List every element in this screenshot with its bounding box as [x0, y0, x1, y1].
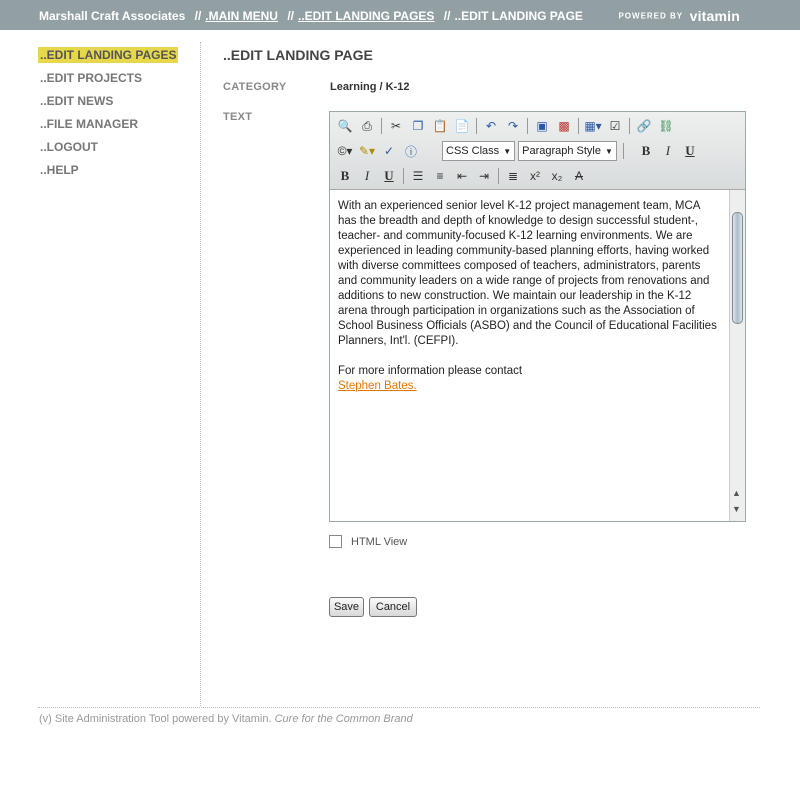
- print-icon[interactable]: ⎙: [362, 118, 372, 133]
- superscript-icon[interactable]: x²: [530, 169, 540, 183]
- css-class-label: CSS Class: [446, 145, 500, 157]
- rich-text-editor: [329, 111, 746, 522]
- italic-icon[interactable]: I: [665, 143, 671, 158]
- scroll-down-icon[interactable]: ▼: [732, 504, 741, 514]
- table-icon[interactable]: ▦▾: [584, 119, 602, 133]
- checkbox-box[interactable]: [329, 535, 342, 548]
- sidebar-item-help[interactable]: ..HELP: [40, 163, 79, 177]
- category-label: CATEGORY: [223, 81, 287, 93]
- redo-icon[interactable]: ↷: [507, 119, 519, 133]
- sidebar-item-edit-projects[interactable]: ..EDIT PROJECTS: [40, 71, 143, 85]
- unlink-icon[interactable]: ⛓: [658, 119, 674, 133]
- italic-icon[interactable]: I: [364, 168, 370, 183]
- toolbar-separator: [629, 118, 630, 134]
- spellcheck-icon[interactable]: ✓: [383, 144, 395, 158]
- breadcrumb-main-menu-link[interactable]: .MAIN MENU: [205, 9, 278, 23]
- category-value: Learning / K-12: [330, 81, 410, 93]
- css-class-select[interactable]: [442, 141, 515, 161]
- editor-content-area[interactable]: [330, 190, 729, 521]
- link-icon[interactable]: 🔗: [636, 119, 652, 133]
- breadcrumb-current: ..EDIT LANDING PAGE: [454, 9, 583, 23]
- toolbar-separator: [527, 118, 528, 134]
- editor-toolbar: [330, 112, 745, 190]
- outdent-icon[interactable]: ⇤: [456, 169, 468, 183]
- paragraph-style-label: Paragraph Style: [522, 145, 601, 157]
- sidebar: [38, 47, 178, 185]
- footer: [39, 713, 413, 725]
- chevron-down-icon: ▼: [503, 146, 512, 156]
- copy-icon[interactable]: ❐: [412, 119, 424, 133]
- editor-scrollbar[interactable]: [729, 190, 745, 521]
- breadcrumb-separator: //: [443, 9, 451, 23]
- paste-icon[interactable]: 📋: [432, 119, 448, 133]
- ordered-list-icon[interactable]: ☰: [412, 169, 424, 183]
- breadcrumb-separator: //: [287, 9, 294, 23]
- bold-icon[interactable]: B: [641, 143, 651, 158]
- sidebar-item-logout[interactable]: ..LOGOUT: [40, 140, 98, 154]
- footer-divider: [38, 707, 760, 708]
- footer-text: (v) Site Administration Tool powered by Vitamin.: [39, 713, 272, 725]
- paste-word-icon[interactable]: 📄: [454, 119, 470, 133]
- help-icon[interactable]: ⓘ: [404, 144, 417, 159]
- line-spacing-icon[interactable]: ≣: [507, 169, 519, 183]
- html-view-label: HTML View: [351, 535, 408, 548]
- scroll-up-icon[interactable]: ▲: [732, 488, 741, 498]
- sidebar-item-edit-landing-pages[interactable]: ..EDIT LANDING PAGES: [40, 48, 177, 62]
- page-title: ..EDIT LANDING PAGE: [223, 47, 373, 63]
- save-button[interactable]: Save: [329, 597, 364, 617]
- scrollbar-thumb[interactable]: [732, 212, 743, 324]
- undo-icon[interactable]: ↶: [485, 119, 497, 133]
- editor-paragraph: With an experienced senior level K-12 project management team, MCA has the breadth and depth of knowledge to design successful student-, teacher- and community-focused K-12 learning environments. We are experienced in leading community-based planning efforts, having worked with diverse committees composed of teachers, administrators, parents and community leaders on a wide range of projects from renovations and additions to new construction. We maintain our leadership in the K-12 arena through participation in organizations such as the Association of School Business Officials (ASBO) and the Council of Educational Facilities Planners, Int'l. (CEFPI).: [338, 200, 717, 347]
- find-icon[interactable]: 🔍: [337, 119, 353, 133]
- media-icon[interactable]: ▩: [558, 119, 570, 133]
- toolbar-separator: [578, 118, 579, 134]
- unordered-list-icon[interactable]: ≡: [436, 169, 444, 183]
- powered-by-logo: [618, 7, 740, 25]
- editor-paragraph-contact: For more information please contact: [338, 365, 523, 377]
- powered-by-text: POWERED BY: [618, 11, 684, 21]
- image-icon[interactable]: ▣: [536, 119, 548, 133]
- underline-icon[interactable]: U: [685, 143, 695, 158]
- toolbar-separator: [498, 168, 499, 184]
- breadcrumb-separator: //: [194, 9, 202, 23]
- vitamin-logo: vitamin: [689, 7, 740, 24]
- paragraph-style-select[interactable]: [518, 141, 617, 161]
- chevron-down-icon: ▼: [605, 146, 613, 156]
- html-view-checkbox[interactable]: [329, 535, 407, 548]
- toolbar-separator: [403, 168, 404, 184]
- text-label: TEXT: [223, 111, 253, 123]
- toolbar-separator: [476, 118, 477, 134]
- site-name: Marshall Craft Associates: [39, 9, 186, 23]
- cancel-button[interactable]: Cancel: [369, 597, 417, 617]
- breadcrumb: [39, 9, 583, 23]
- copyright-icon[interactable]: ©▾: [337, 144, 353, 158]
- sidebar-item-edit-news[interactable]: ..EDIT NEWS: [40, 94, 114, 108]
- cut-icon[interactable]: ✂: [390, 119, 402, 133]
- toolbar-separator: [623, 143, 624, 159]
- toolbar-separator: [381, 118, 382, 134]
- bold-icon[interactable]: B: [340, 168, 350, 183]
- footer-tagline: Cure for the Common Brand: [274, 713, 413, 725]
- subscript-icon[interactable]: x₂: [551, 169, 563, 183]
- contact-link[interactable]: Stephen Bates.: [338, 380, 417, 392]
- strikethrough-icon[interactable]: A: [574, 169, 583, 183]
- sidebar-divider: [200, 42, 201, 706]
- underline-icon[interactable]: U: [384, 168, 394, 183]
- form-icon[interactable]: ☑: [609, 119, 621, 133]
- indent-icon[interactable]: ⇥: [478, 169, 490, 183]
- clean-icon[interactable]: ✎▾: [358, 144, 376, 158]
- top-bar: [0, 0, 800, 30]
- sidebar-item-file-manager[interactable]: ..FILE MANAGER: [40, 117, 138, 131]
- breadcrumb-edit-landing-pages-link[interactable]: ..EDIT LANDING PAGES: [297, 9, 435, 23]
